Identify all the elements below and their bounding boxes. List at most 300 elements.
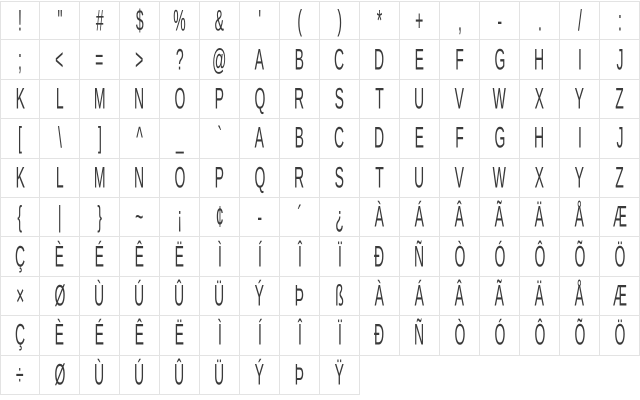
glyph: . <box>537 3 542 37</box>
glyph: Æ <box>612 200 627 233</box>
glyph: É <box>94 318 105 351</box>
glyph: S <box>334 160 345 194</box>
glyph: Á <box>414 279 425 312</box>
glyph: O <box>174 82 185 115</box>
glyph-cell <box>400 316 440 355</box>
glyph: P <box>214 160 225 194</box>
glyph-cell <box>280 277 320 316</box>
glyph-cell <box>480 80 520 119</box>
glyph: É <box>94 239 105 273</box>
glyph: V <box>454 82 465 115</box>
glyph: ^ <box>136 121 143 155</box>
glyph-cell <box>560 119 600 158</box>
glyph-cell <box>280 1 320 40</box>
glyph-cell <box>520 40 560 79</box>
glyph-cell <box>320 159 360 198</box>
glyph-cell <box>40 1 80 40</box>
glyph-cell <box>360 159 400 198</box>
glyph: À <box>374 200 385 233</box>
glyph-cell <box>360 277 400 316</box>
glyph: Q <box>254 82 265 115</box>
glyph-cell <box>80 198 120 237</box>
glyph: ` <box>217 121 222 155</box>
glyph: " <box>57 3 62 37</box>
glyph-cell <box>520 277 560 316</box>
glyph: D <box>374 121 385 155</box>
glyph-cell <box>560 237 600 276</box>
glyph: ; <box>18 42 22 76</box>
glyph: I <box>577 42 582 76</box>
glyph-cell <box>80 40 120 79</box>
glyph-cell <box>80 237 120 276</box>
glyph-cell <box>0 40 40 79</box>
glyph: R <box>294 82 305 115</box>
glyph-cell <box>120 119 160 158</box>
glyph: Ÿ <box>334 357 345 391</box>
glyph: ¿ <box>335 200 344 233</box>
glyph-cell <box>560 40 600 79</box>
glyph: B <box>294 121 305 155</box>
glyph-cell <box>80 80 120 119</box>
glyph-cell <box>440 119 480 158</box>
glyph: Î <box>297 239 302 273</box>
glyph-cell <box>600 277 640 316</box>
glyph-cell <box>600 40 640 79</box>
glyph-cell <box>0 159 40 198</box>
glyph: ÷ <box>16 357 24 391</box>
glyph: ( <box>297 3 302 37</box>
glyph: Ë <box>174 239 185 273</box>
glyph-cell <box>440 159 480 198</box>
glyph: D <box>374 42 385 76</box>
glyph: Þ <box>294 357 305 391</box>
glyph-cell <box>320 277 360 316</box>
glyph-cell <box>480 159 520 198</box>
glyph-cell <box>120 237 160 276</box>
glyph: À <box>374 279 385 312</box>
glyph: Ö <box>614 239 625 273</box>
glyph: Ý <box>254 357 265 391</box>
glyph-cell <box>520 237 560 276</box>
glyph-cell <box>400 198 440 237</box>
glyph: Ô <box>534 239 545 273</box>
glyph: Ó <box>494 239 505 273</box>
glyph-cell <box>120 80 160 119</box>
glyph: Ö <box>614 318 625 351</box>
glyph: ) <box>337 3 342 37</box>
glyph-cell <box>520 159 560 198</box>
glyph: F <box>455 42 464 76</box>
glyph: ] <box>97 121 102 155</box>
glyph-cell <box>40 356 80 395</box>
glyph: U <box>414 82 425 115</box>
glyph-cell <box>160 356 200 395</box>
glyph-cell <box>200 40 240 79</box>
glyph: $ <box>135 3 144 37</box>
glyph-cell <box>240 277 280 316</box>
glyph-cell <box>520 80 560 119</box>
glyph: Õ <box>574 239 585 273</box>
glyph: } <box>97 200 102 233</box>
glyph-cell <box>520 198 560 237</box>
glyph-cell <box>560 316 600 355</box>
glyph-cell <box>160 159 200 198</box>
glyph-cell <box>400 159 440 198</box>
glyph-cell <box>280 237 320 276</box>
glyph-cell <box>40 277 80 316</box>
glyph: Õ <box>574 318 585 351</box>
glyph: Î <box>297 318 302 351</box>
glyph: \ <box>57 121 62 155</box>
glyph: Y <box>574 82 585 115</box>
glyph: L <box>55 160 64 194</box>
glyph: W <box>492 82 507 115</box>
glyph: N <box>134 160 145 194</box>
glyph-cell <box>40 316 80 355</box>
glyph: Ó <box>494 318 505 351</box>
glyph-cell <box>520 316 560 355</box>
glyph-cell <box>600 159 640 198</box>
glyph-cell <box>320 356 360 395</box>
glyph-cell <box>40 159 80 198</box>
glyph-cell <box>480 316 520 355</box>
glyph-cell <box>120 198 160 237</box>
glyph: Ø <box>54 279 65 312</box>
glyph-cell <box>40 40 80 79</box>
glyph: J <box>616 42 623 76</box>
glyph-cell <box>440 1 480 40</box>
glyph-cell <box>240 237 280 276</box>
glyph: K <box>15 160 25 194</box>
glyph-cell <box>480 237 520 276</box>
glyph-cell <box>160 40 200 79</box>
glyph-cell <box>600 316 640 355</box>
glyph-cell <box>560 1 600 40</box>
glyph: A <box>254 121 265 155</box>
glyph: È <box>54 239 65 273</box>
glyph-cell <box>0 237 40 276</box>
glyph-cell <box>360 119 400 158</box>
glyph: + <box>415 3 424 37</box>
glyph-cell <box>160 237 200 276</box>
glyph: > <box>135 42 144 76</box>
glyph: Ù <box>94 357 105 391</box>
glyph-cell <box>480 1 520 40</box>
glyph: / <box>577 3 582 37</box>
glyph: M <box>93 82 106 115</box>
glyph: P <box>214 82 225 115</box>
glyph-cell <box>160 316 200 355</box>
glyph: C <box>334 121 345 155</box>
glyph-cell <box>120 356 160 395</box>
glyph: N <box>134 82 145 115</box>
glyph: E <box>414 42 425 76</box>
glyph-cell <box>40 198 80 237</box>
glyph-cell <box>560 80 600 119</box>
glyph-cell <box>80 119 120 158</box>
glyph: M <box>93 160 106 194</box>
glyph: V <box>454 160 465 194</box>
glyph-table <box>0 1 640 395</box>
glyph-cell <box>80 356 120 395</box>
glyph-cell <box>480 277 520 316</box>
glyph: ´ <box>297 200 302 233</box>
glyph-cell <box>200 1 240 40</box>
glyph: Â <box>454 279 465 312</box>
glyph-cell <box>200 159 240 198</box>
glyph: L <box>55 82 64 115</box>
glyph: Ü <box>214 279 225 312</box>
glyph-cell <box>560 277 600 316</box>
glyph-cell <box>360 198 400 237</box>
glyph: _ <box>175 121 184 155</box>
glyph-cell <box>440 198 480 237</box>
glyph-cell <box>120 1 160 40</box>
glyph: ~ <box>135 200 144 233</box>
glyph: Á <box>414 200 425 233</box>
glyph-cell <box>360 316 400 355</box>
glyph: * <box>376 3 383 37</box>
glyph: T <box>375 82 384 115</box>
glyph-cell <box>240 198 280 237</box>
glyph-cell <box>280 40 320 79</box>
glyph-cell <box>240 316 280 355</box>
glyph: È <box>54 318 65 351</box>
glyph: G <box>494 121 505 155</box>
glyph: Ã <box>494 279 505 312</box>
glyph-cell <box>600 119 640 158</box>
glyph-cell <box>200 237 240 276</box>
glyph-cell <box>440 277 480 316</box>
glyph-cell <box>480 198 520 237</box>
glyph: Q <box>254 160 265 194</box>
glyph-cell <box>280 316 320 355</box>
glyph-cell <box>240 356 280 395</box>
glyph: Z <box>615 82 624 115</box>
glyph: Ä <box>534 279 545 312</box>
glyph: Ç <box>14 318 26 351</box>
glyph-cell <box>80 277 120 316</box>
glyph: Ò <box>454 318 465 351</box>
glyph: ' <box>258 3 261 37</box>
glyph: Å <box>574 279 585 312</box>
glyph: × <box>15 279 25 312</box>
glyph-cell <box>80 1 120 40</box>
glyph-cell <box>320 40 360 79</box>
glyph-cell <box>320 1 360 40</box>
glyph-cell <box>40 80 80 119</box>
glyph-cell <box>440 237 480 276</box>
glyph-cell <box>320 237 360 276</box>
glyph-cell <box>400 277 440 316</box>
glyph: H <box>534 121 545 155</box>
glyph-cell <box>160 198 200 237</box>
glyph-cell <box>200 316 240 355</box>
glyph: Æ <box>612 279 627 312</box>
glyph-cell <box>440 80 480 119</box>
glyph-cell <box>320 119 360 158</box>
glyph-cell <box>160 119 200 158</box>
glyph: Ú <box>134 357 145 391</box>
glyph-cell <box>480 40 520 79</box>
glyph: Ä <box>534 200 545 233</box>
glyph: ? <box>175 42 184 76</box>
glyph-cell <box>120 40 160 79</box>
glyph: B <box>294 42 305 76</box>
glyph: C <box>334 42 345 76</box>
glyph-cell <box>200 80 240 119</box>
glyph: O <box>174 160 185 194</box>
glyph: Ì <box>217 239 222 273</box>
glyph: Å <box>574 200 585 233</box>
glyph: ! <box>18 3 22 37</box>
glyph: T <box>375 160 384 194</box>
glyph-cell <box>240 159 280 198</box>
glyph-cell <box>240 40 280 79</box>
glyph: Ü <box>214 357 225 391</box>
glyph: X <box>534 160 545 194</box>
glyph: E <box>414 121 425 155</box>
glyph: Û <box>174 279 185 312</box>
glyph-cell <box>160 80 200 119</box>
glyph-cell <box>280 198 320 237</box>
glyph: Ú <box>134 279 145 312</box>
glyph: @ <box>212 42 227 76</box>
glyph-cell <box>0 80 40 119</box>
glyph-cell <box>600 1 640 40</box>
glyph-cell <box>160 277 200 316</box>
glyph-cell <box>400 40 440 79</box>
glyph-cell <box>520 119 560 158</box>
glyph-cell <box>320 80 360 119</box>
glyph-cell <box>440 316 480 355</box>
glyph-cell <box>600 80 640 119</box>
glyph: Ù <box>94 279 105 312</box>
glyph-cell <box>40 237 80 276</box>
glyph-cell <box>240 80 280 119</box>
glyph-cell <box>360 237 400 276</box>
glyph: { <box>17 200 23 233</box>
glyph-cell <box>400 237 440 276</box>
glyph: Ð <box>374 239 385 273</box>
glyph: Ã <box>494 200 505 233</box>
glyph: Ç <box>14 239 26 273</box>
glyph-cell <box>400 80 440 119</box>
glyph: Y <box>574 160 585 194</box>
glyph-cell <box>200 198 240 237</box>
glyph: Ô <box>534 318 545 351</box>
glyph-cell <box>160 1 200 40</box>
glyph: & <box>214 3 225 37</box>
glyph: Ñ <box>414 318 425 351</box>
glyph: K <box>15 82 25 115</box>
glyph: - <box>257 200 262 233</box>
glyph: Â <box>454 200 465 233</box>
glyph-cell <box>0 1 40 40</box>
glyph: G <box>494 42 505 76</box>
glyph: = <box>95 42 104 76</box>
glyph-cell <box>40 119 80 158</box>
glyph-cell <box>480 119 520 158</box>
glyph-cell <box>80 159 120 198</box>
glyph-cell <box>560 198 600 237</box>
glyph: F <box>455 121 464 155</box>
glyph: Ð <box>374 318 385 351</box>
glyph: Ï <box>337 318 342 351</box>
glyph: Ê <box>134 318 145 351</box>
glyph: R <box>294 160 305 194</box>
glyph: A <box>254 42 265 76</box>
glyph: < <box>55 42 64 76</box>
glyph-cell <box>0 316 40 355</box>
glyph-cell <box>520 1 560 40</box>
glyph-cell <box>80 316 120 355</box>
glyph: [ <box>18 121 22 155</box>
glyph: Z <box>615 160 624 194</box>
glyph: H <box>534 42 545 76</box>
glyph: X <box>534 82 545 115</box>
glyph: Í <box>257 318 262 351</box>
glyph-cell <box>320 198 360 237</box>
glyph: Í <box>257 239 262 273</box>
glyph: W <box>492 160 507 194</box>
glyph-cell <box>200 119 240 158</box>
glyph-cell <box>240 119 280 158</box>
glyph-cell <box>600 198 640 237</box>
glyph: I <box>577 121 582 155</box>
glyph: S <box>334 82 345 115</box>
glyph-cell <box>200 277 240 316</box>
glyph-cell <box>120 316 160 355</box>
glyph: Þ <box>294 279 305 312</box>
glyph-cell <box>360 80 400 119</box>
glyph-cell <box>400 1 440 40</box>
glyph-cell <box>600 237 640 276</box>
glyph: % <box>173 3 186 37</box>
glyph: Û <box>174 357 185 391</box>
glyph-cell <box>0 119 40 158</box>
glyph-cell <box>200 356 240 395</box>
glyph: Ë <box>174 318 185 351</box>
glyph-cell <box>440 40 480 79</box>
glyph-cell <box>0 356 40 395</box>
glyph: Ò <box>454 239 465 273</box>
glyph: Ø <box>54 357 65 391</box>
glyph: Ï <box>337 239 342 273</box>
glyph: Ñ <box>414 239 425 273</box>
glyph: Ì <box>217 318 222 351</box>
glyph-cell <box>280 80 320 119</box>
glyph: - <box>497 3 502 37</box>
glyph: # <box>95 3 104 37</box>
glyph: ß <box>335 279 344 312</box>
glyph: : <box>617 3 622 37</box>
glyph-cell <box>0 277 40 316</box>
glyph-cell <box>120 159 160 198</box>
glyph: ¡ <box>177 200 182 233</box>
glyph: Ê <box>134 239 145 273</box>
glyph-cell <box>360 40 400 79</box>
glyph-cell <box>360 1 400 40</box>
glyph-cell <box>400 119 440 158</box>
glyph-cell <box>240 1 280 40</box>
glyph-cell <box>280 159 320 198</box>
glyph: J <box>616 121 623 155</box>
glyph-cell <box>280 119 320 158</box>
glyph-cell <box>0 198 40 237</box>
glyph: , <box>457 3 462 37</box>
glyph: | <box>57 200 62 233</box>
